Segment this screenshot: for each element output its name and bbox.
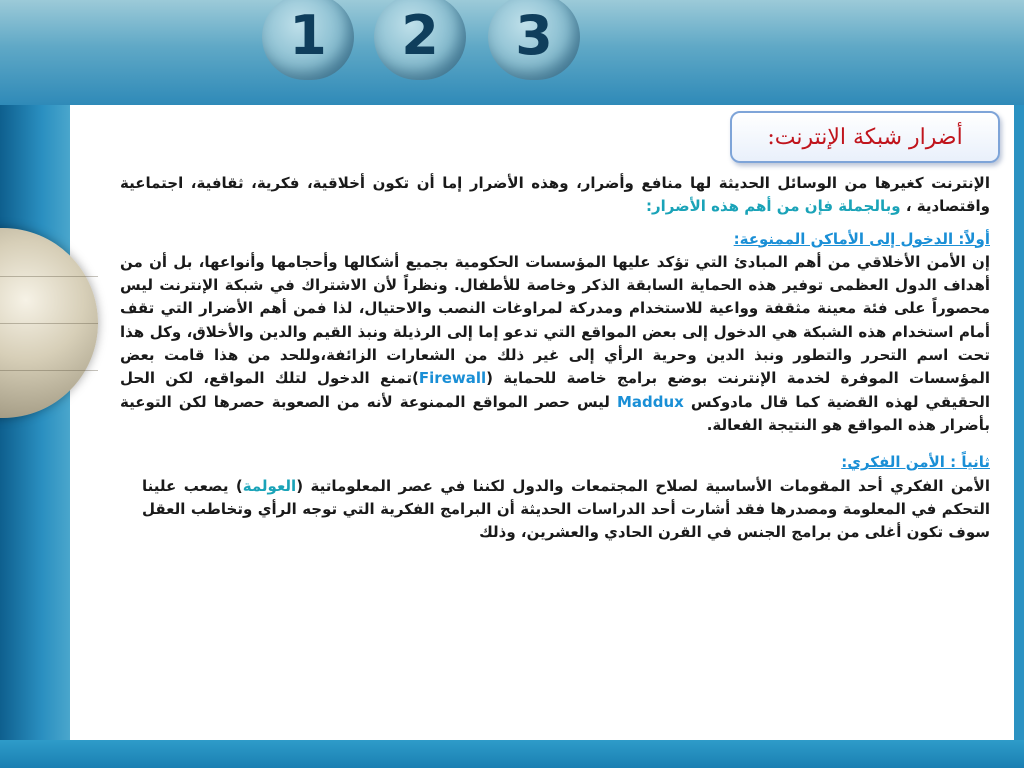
term-firewall: Firewall (418, 369, 487, 388)
keypad-key-2 (374, 0, 466, 80)
term-globalization: العولمة (242, 476, 297, 495)
globe-equator-line (0, 323, 98, 324)
section-1-text-a: إن الأمن الأخلاقي من أهم المبادئ التي تؤكد عليها المؤسسات الحكومية بجميع أشكالها وأحجامها وأنواعها، بل أن من أهداف الدول العظمى توفير هذه الحماية السابقة الذكر وخاصة للأطفال. ونظراً لأن الاشتراك في شبكة الإنترنت ليس محصوراً على فئة معينة مثقفة وواعية للاستخدام ومدركة لمراوغات النصب والاحتيال، لذا فمن أهم الأضرار التي تقف أمام استخدام هذه الشبكة هي الدخول إلى بعض المواقع التي تدعو إما إلى الرذيلة ونبذ القيم والدين والأخلاق، وكل هذا تحت اسم التحرر والتطور ونبذ الدين وحرية الرأي إلى غير ذلك من الشعارات الزائفة،وللحد من هذا قامت بعض المؤسسات الموفرة لخدمة الإنترنت بوضع برامج خاصة للحماية ( (120, 252, 990, 388)
intro-text: الإنترنت كغيرها من الوسائل الحديثة لها منافع وأضرار، وهذه الأضرار إما أن تكون أخلاقية، فكرية، ثقافية، اجتماعية واقتصادية ، (120, 174, 990, 216)
background-left-strip (0, 105, 70, 768)
section-2-heading-text: ثانياً : الأمن الفكري: (841, 453, 990, 472)
keypad-digit-3: 3 (515, 4, 553, 67)
section-1-heading (120, 228, 990, 251)
section-2-text-b: ) يصعب علينا التحكم في المعلومة ومصدرها فقد أشارت أحد الدراسات الحديثة أن البرامج الفكرية التي توجه الرأي وتخاطب العقل سوف تكون أغلى من برامج الجنس في القرن الحادي والعشرين، وذلك (142, 476, 990, 542)
keypad-key-1 (262, 0, 354, 80)
background-bottom-strip (0, 740, 1024, 768)
section-1-heading-text: أولاً: الدخول إلى الأماكن الممنوعة: (733, 229, 990, 248)
keypad-digit-1: 1 (289, 4, 327, 67)
section-1-text-c: ليس حصر المواقع الممنوعة لأنه من الصعوبة حصرها لكن التوعية بأضرار هذه المواقع هو النتيجة الفعالة. (120, 392, 990, 434)
section-1-paragraph (120, 251, 990, 437)
intro-paragraph (120, 172, 990, 219)
section-2-text-a: الأمن الفكري أحد المقومات الأساسية لصلاح المجتمعات والدول لكننا في عصر المعلوماتية ( (296, 476, 990, 495)
slide-title: أضرار شبكة الإنترنت: (767, 124, 963, 150)
globe-latitude-line (0, 276, 98, 277)
keypad-key-3 (488, 0, 580, 80)
section-2-heading (120, 451, 990, 474)
term-maddux: Maddux (616, 392, 684, 411)
background-header-keypad (0, 0, 1024, 105)
globe-latitude-line (0, 370, 98, 371)
background-right-strip (1014, 105, 1024, 768)
title-box (730, 111, 1000, 163)
keypad-digit-2: 2 (401, 4, 439, 67)
section-1-text-b: )تمنع الدخول لتلك المواقع، لكن الحل الحقيقي لهذه القضية كما قال مادوكس (120, 369, 991, 411)
slide-body (120, 172, 990, 544)
intro-highlight: وبالجملة فإن من أهم هذه الأضرار: (645, 197, 901, 216)
section-2-paragraph (142, 475, 990, 545)
